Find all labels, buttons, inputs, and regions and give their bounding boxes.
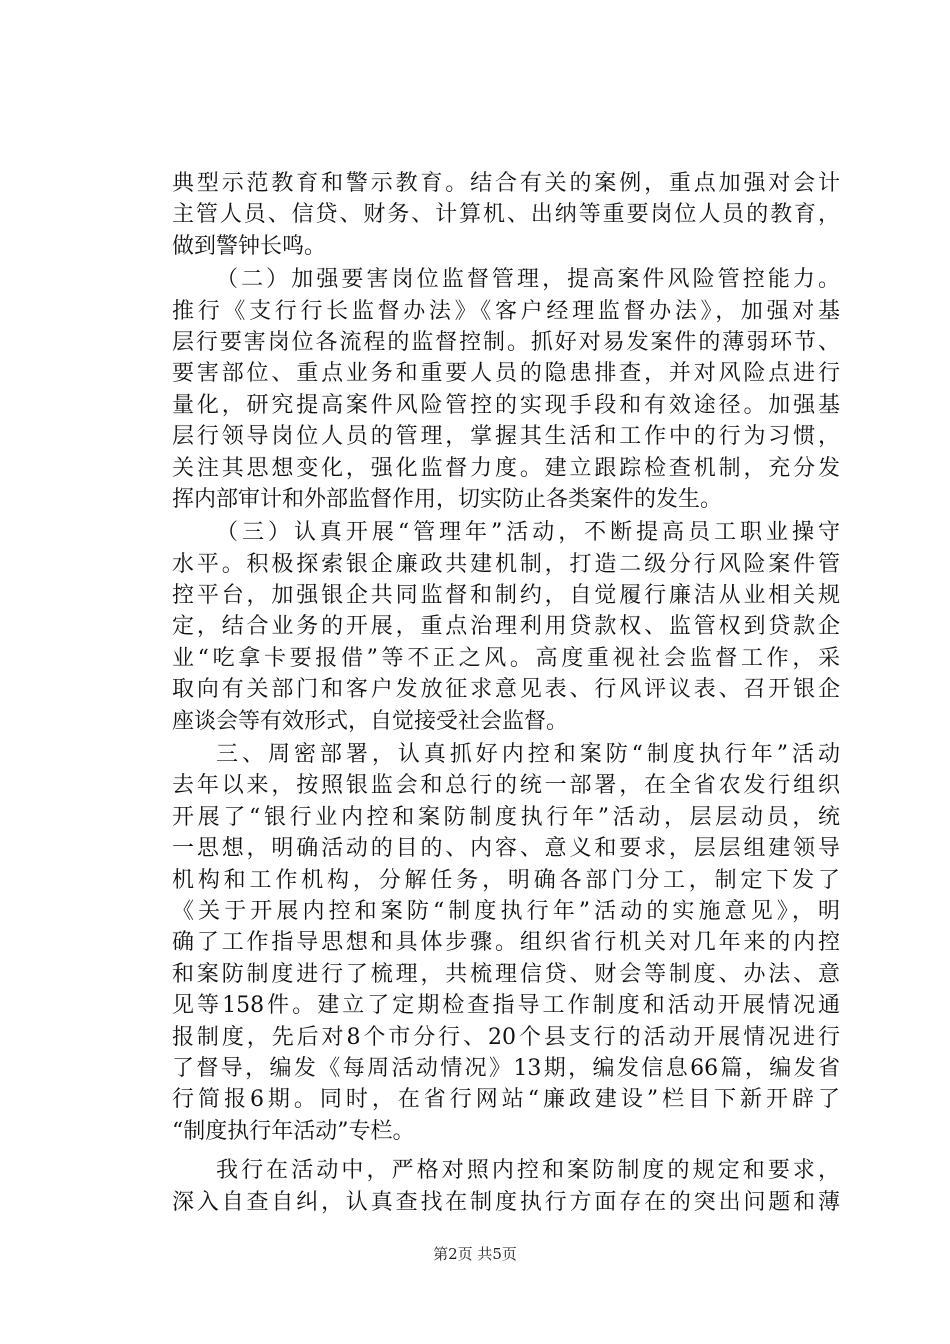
text-line: （三）认真开展“管理年”活动，不断提高员工职业操守 [216, 520, 840, 546]
page-footer: 第2页 共5页 [433, 1245, 517, 1263]
text-line: 机构和工作机构，分解任务，明确各部门分工，制定下发了 [172, 867, 840, 893]
text-line: 见等158件。建立了定期检查指导工作制度和活动开展情况通 [172, 993, 840, 1019]
text-line: 座谈会等有效形式，自觉接受社会监督。 [172, 708, 569, 734]
text-line: 一思想，明确活动的目的、内容、意义和要求，层层组建领导 [172, 836, 840, 862]
text-line: 业“吃拿卡要报借”等不正之风。高度重视社会监督工作，采 [172, 645, 840, 671]
text-line: 了督导，编发《每周活动情况》13期，编发信息66篇，编发省 [172, 1055, 840, 1081]
text-line: 深入自查自纠，认真查找在制度执行方面存在的突出问题和薄 [172, 1189, 840, 1215]
text-line: “制度执行年活动”专栏。 [172, 1118, 415, 1144]
text-line: 我行在活动中，严格对照内控和案防制度的规定和要求， [216, 1158, 840, 1184]
text-line: 报制度，先后对8个市分行、20个县支行的活动开展情况进行 [172, 1024, 840, 1050]
text-line: 层行领导岗位人员的管理，掌握其生活和工作中的行为习惯， [172, 424, 840, 450]
text-line: 开展了“银行业内控和案防制度执行年”活动，层层动员，统 [172, 804, 840, 830]
document-body [172, 168, 840, 1218]
text-line: 控平台，加强银企共同监督和制约，自觉履行廉洁从业相关规 [172, 583, 840, 609]
text-line: 主管人员、信贷、财务、计算机、出纳等重要岗位人员的教育， [172, 202, 840, 228]
text-line: 做到警钟长鸣。 [172, 233, 327, 259]
text-line: 三、周密部署，认真抓好内控和案防“制度执行年”活动 [216, 742, 840, 768]
text-line: 《关于开展内控和案防“制度执行年”活动的实施意见》，明 [172, 898, 840, 924]
text-line: 确了工作指导思想和具体步骤。组织省行机关对几年来的内控 [172, 930, 840, 956]
text-line: 和案防制度进行了梳理，共梳理信贷、财会等制度、办法、意 [172, 961, 840, 987]
text-line: 要害部位、重点业务和重要人员的隐患排查，并对风险点进行 [172, 361, 840, 387]
text-line: 挥内部审计和外部监督作用，切实防止各类案件的发生。 [172, 486, 723, 512]
text-line: 取向有关部门和客户发放征求意见表、行风评议表、召开银企 [172, 677, 840, 703]
text-line: 去年以来，按照银监会和总行的统一部署，在全省农发行组织 [172, 773, 840, 799]
text-line: 定，结合业务的开展，重点治理利用贷款权、监管权到贷款企 [172, 614, 840, 640]
text-line: 水平。积极探索银企廉政共建机制，打造二级分行风险案件管 [172, 551, 840, 577]
text-line: 行简报6期。同时，在省行网站“廉政建设”栏目下新开辟了 [172, 1087, 840, 1113]
text-line: 关注其思想变化，强化监督力度。建立跟踪检查机制，充分发 [172, 455, 840, 481]
text-line: 层行要害岗位各流程的监督控制。抓好对易发案件的薄弱环节、 [172, 329, 840, 355]
text-line: 量化，研究提高案件风险管控的实现手段和有效途径。加强基 [172, 392, 840, 418]
text-line: （二）加强要害岗位监督管理，提高案件风险管控能力。 [216, 267, 840, 293]
text-line: 典型示范教育和警示教育。结合有关的案例，重点加强对会计 [172, 171, 840, 196]
text-line: 推行《支行行长监督办法》《客户经理监督办法》，加强对基 [172, 298, 840, 324]
